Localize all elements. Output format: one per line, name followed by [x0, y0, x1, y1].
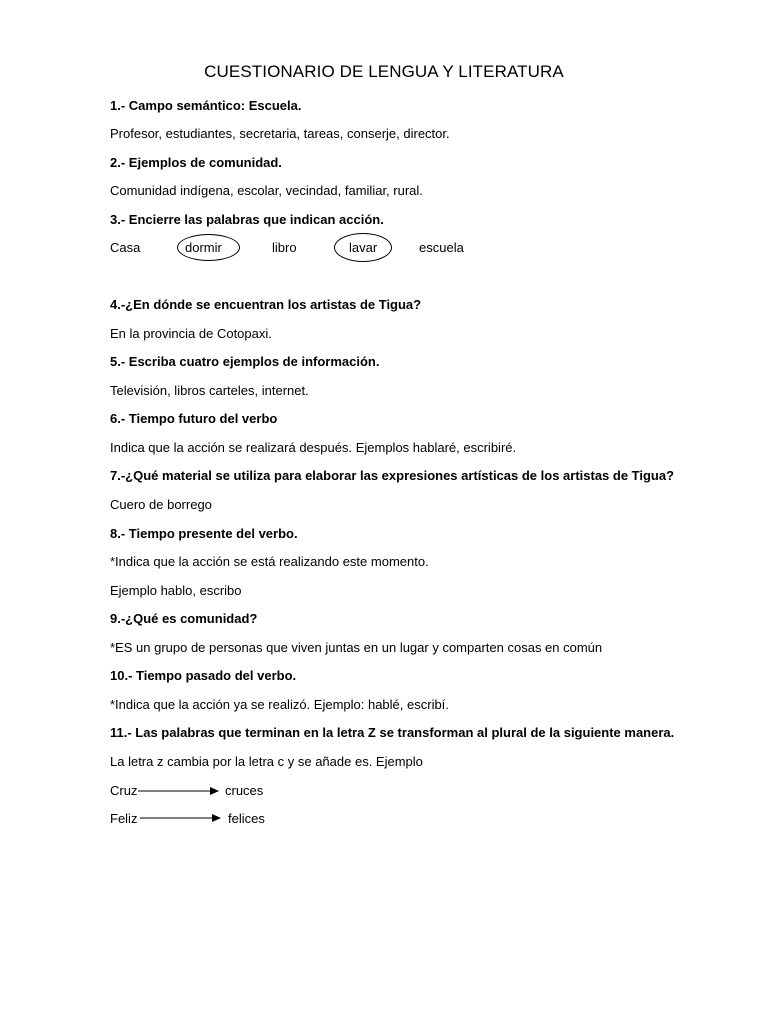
question-3: 3.- Encierre las palabras que indican acción.: [110, 212, 384, 227]
answer-11: La letra z cambia por la letra c y se añade es. Ejemplo: [110, 754, 423, 769]
arrow-icon: [138, 784, 222, 798]
answer-2: Comunidad indígena, escolar, vecindad, familiar, rural.: [110, 183, 423, 198]
question-11: 11.- Las palabras que terminan en la letra Z se transforman al plural de la siguiente manera.: [110, 725, 675, 740]
document-title: CUESTIONARIO DE LENGUA Y LITERATURA: [204, 62, 564, 81]
answer-5: Televisión, libros carteles, internet.: [110, 383, 309, 398]
answer-10: *Indica que la acción ya se realizó. Ejemplo: hablé, escribí.: [110, 697, 449, 712]
answer-9: *ES un grupo de personas que viven juntas en un lugar y comparten cosas en común: [110, 640, 603, 655]
answer-6: Indica que la acción se realizará después. Ejemplos hablaré, escribiré.: [110, 440, 517, 455]
question-9: 9.-¿Qué es comunidad?: [110, 611, 258, 626]
singular-word: Cruz: [110, 783, 138, 798]
answer-4: En la provincia de Cotopaxi.: [110, 326, 272, 341]
singular-word: Feliz: [110, 811, 138, 826]
question-8: 8.- Tiempo presente del verbo.: [110, 526, 298, 541]
word-casa: Casa: [110, 240, 141, 255]
question-6: 6.- Tiempo futuro del verbo: [110, 411, 278, 426]
word-lavar: lavar: [349, 240, 378, 255]
answer-8: *Indica que la acción se está realizando este momento.: [110, 554, 429, 569]
arrow-icon: [140, 811, 224, 825]
question-4: 4.-¿En dónde se encuentran los artistas de Tigua?: [110, 297, 422, 312]
plural-word: felices: [228, 811, 265, 826]
plural-word: cruces: [225, 783, 264, 798]
question-7: 7.-¿Qué material se utiliza para elaborar las expresiones artísticas de los artistas de Tigua?: [110, 468, 675, 483]
word-dormir: dormir: [185, 240, 222, 255]
question-1: 1.- Campo semántico: Escuela.: [110, 98, 302, 113]
example-8: Ejemplo hablo, escribo: [110, 583, 242, 598]
word-libro: libro: [272, 240, 297, 255]
answer-7: Cuero de borrego: [110, 497, 212, 512]
word-escuela: escuela: [419, 240, 464, 255]
question-10: 10.- Tiempo pasado del verbo.: [110, 668, 297, 683]
answer-1: Profesor, estudiantes, secretaria, tareas, conserje, director.: [110, 126, 450, 141]
question-2: 2.- Ejemplos de comunidad.: [110, 155, 282, 170]
question-5: 5.- Escriba cuatro ejemplos de información.: [110, 354, 380, 369]
